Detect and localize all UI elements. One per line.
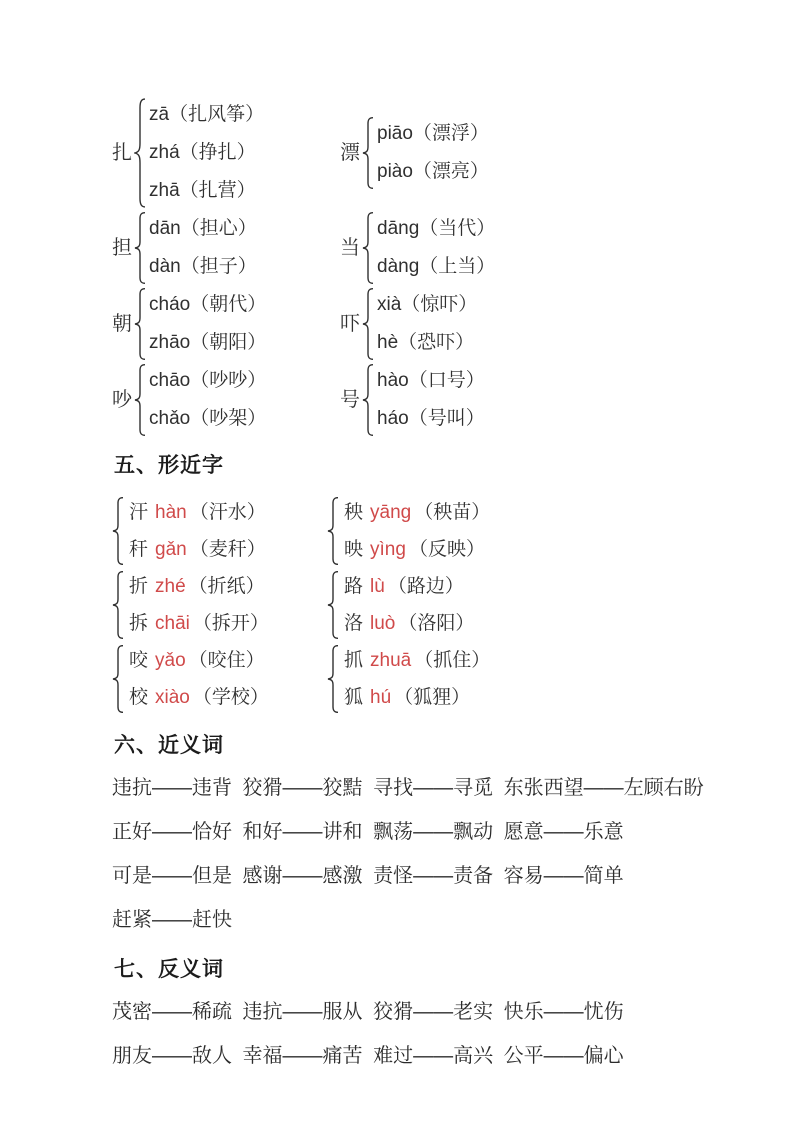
duoyinzi-group-hao [340, 362, 485, 438]
pair-pinyin: lù [370, 576, 385, 597]
xingjinzi-pair [344, 568, 474, 605]
pinyin-item: zā（扎风筝） [149, 104, 265, 125]
brace-icon [362, 212, 374, 284]
pinyin-item: dàn（担子） [149, 256, 257, 277]
xingjinzi-pairs [129, 642, 269, 716]
brace-icon [112, 645, 124, 713]
duoyinzi-row [112, 210, 733, 286]
pinyin-item: dàng（上当） [377, 256, 496, 277]
pair-char: 映 [344, 539, 364, 560]
brace-icon [362, 364, 374, 436]
synonym-line: 违抗——违背 狡猾——狡黠 寻找——寻觅 东张西望——左顾右盼 [112, 777, 704, 799]
xingjinzi-pair [129, 494, 266, 531]
pinyin-items [149, 96, 264, 210]
pinyin-item: hè（恐吓） [377, 332, 475, 353]
pair-char: 秧 [344, 502, 364, 523]
group-char: 当 [340, 237, 360, 259]
duoyinzi-group-xia [340, 286, 477, 362]
pair-word: （学校） [192, 687, 269, 708]
synonym-line: 正好——恰好 和好——讲和 飘荡——飘动 愿意——乐意 [112, 821, 624, 843]
pair-char: 汗 [129, 502, 149, 523]
pair-char: 路 [344, 576, 364, 597]
xingjinzi-pair [344, 679, 490, 716]
xingjinzi-pair [129, 679, 269, 716]
xingjinzi-group [327, 642, 490, 716]
pinyin-item: dān（担心） [149, 218, 257, 239]
pair-word: （麦秆） [189, 539, 266, 560]
duoyinzi-section [112, 96, 733, 438]
pinyin-items [377, 210, 495, 286]
xingjinzi-section [112, 494, 733, 716]
xingjinzi-row [112, 642, 733, 716]
pinyin-item: piào（漂亮） [377, 161, 489, 182]
section-heading-fanyici: 七、反义词 [114, 958, 224, 981]
duoyinzi-row [112, 362, 733, 438]
xingjinzi-pairs [344, 568, 474, 642]
pinyin-items [149, 286, 266, 362]
pinyin-items [149, 210, 257, 286]
group-char: 漂 [340, 142, 360, 164]
pair-pinyin: zhuā [370, 650, 412, 671]
pair-pinyin: chāi [155, 613, 190, 634]
xingjinzi-group [327, 568, 474, 642]
brace-icon [112, 497, 124, 565]
xingjinzi-group [112, 568, 327, 642]
pinyin-items [149, 362, 266, 438]
fanyici-section [112, 990, 733, 1078]
pair-word: （路边） [387, 576, 464, 597]
antonym-line: 茂密——稀疏 违抗——服从 狡猾——老实 快乐——忧伤 [112, 1001, 624, 1023]
pair-pinyin: zhé [155, 576, 186, 597]
pinyin-items [377, 115, 489, 191]
pinyin-item: dāng（当代） [377, 218, 496, 239]
brace-icon [134, 364, 146, 436]
pair-pinyin: gǎn [155, 539, 187, 560]
brace-icon [327, 497, 339, 565]
brace-icon [327, 645, 339, 713]
group-char: 吓 [340, 313, 360, 335]
pinyin-items [377, 362, 485, 438]
pair-word: （秧苗） [414, 502, 491, 523]
xingjinzi-row [112, 568, 733, 642]
pair-word: （抓住） [414, 650, 491, 671]
pair-pinyin: yāng [370, 502, 412, 523]
brace-icon [112, 571, 124, 639]
brace-icon [362, 117, 374, 189]
duoyinzi-group-zha [112, 96, 340, 210]
xingjinzi-pairs [344, 642, 490, 716]
group-char: 朝 [112, 313, 132, 335]
brace-icon [134, 212, 146, 284]
xingjinzi-pair [129, 642, 269, 679]
jinyici-section [112, 766, 733, 942]
pair-word: （汗水） [189, 502, 266, 523]
synonym-line: 赶紧——赶快 [112, 909, 232, 931]
brace-icon [327, 571, 339, 639]
pair-pinyin: yǎo [155, 650, 186, 671]
xingjinzi-pairs [129, 494, 266, 568]
pinyin-item: hào（口号） [377, 370, 485, 391]
group-char: 吵 [112, 389, 132, 411]
pair-pinyin: yìng [370, 539, 406, 560]
pinyin-item: zhá（挣扎） [149, 142, 256, 163]
pair-char: 折 [129, 576, 149, 597]
duoyinzi-group-chao [112, 286, 340, 362]
pair-pinyin: xiào [155, 687, 190, 708]
brace-icon [134, 288, 146, 360]
pair-char: 秆 [129, 539, 149, 560]
group-char: 担 [112, 237, 132, 259]
group-char: 扎 [112, 142, 132, 164]
pair-char: 抓 [344, 650, 364, 671]
pair-pinyin: luò [370, 613, 396, 634]
pair-char: 咬 [129, 650, 149, 671]
xingjinzi-pair [344, 531, 490, 568]
xingjinzi-group [112, 642, 327, 716]
pinyin-item: piāo（漂浮） [377, 123, 489, 144]
brace-icon [362, 288, 374, 360]
duoyinzi-group-piao [340, 115, 489, 191]
xingjinzi-pair [344, 605, 474, 642]
pair-word: （拆开） [192, 613, 269, 634]
pair-char: 拆 [129, 613, 149, 634]
brace-icon [134, 98, 146, 208]
xingjinzi-pair [344, 494, 490, 531]
antonym-line: 朋友——敌人 幸福——痛苦 难过——高兴 公平——偏心 [112, 1045, 624, 1067]
xingjinzi-pairs [344, 494, 490, 568]
pinyin-item: zhā（扎营） [149, 180, 256, 201]
synonym-line: 可是——但是 感谢——感激 责怪——责备 容易——简单 [112, 865, 624, 887]
pinyin-item: chǎo（吵架） [149, 408, 267, 429]
pair-char: 校 [129, 687, 149, 708]
pair-word: （咬住） [188, 650, 265, 671]
pinyin-item: chāo（吵吵） [149, 370, 267, 391]
duoyinzi-group-dang [340, 210, 495, 286]
xingjinzi-pair [129, 568, 269, 605]
section-heading-xingjinzi: 五、形近字 [114, 454, 224, 477]
xingjinzi-pair [129, 605, 269, 642]
xingjinzi-group [327, 494, 490, 568]
pair-word: （反映） [408, 539, 485, 560]
pinyin-items [377, 286, 477, 362]
duoyinzi-row [112, 96, 733, 210]
duoyinzi-group-dan [112, 210, 340, 286]
xingjinzi-group [112, 494, 327, 568]
pair-word: （狐狸） [394, 687, 471, 708]
pinyin-item: zhāo（朝阳） [149, 332, 267, 353]
pair-pinyin: hàn [155, 502, 187, 523]
pair-word: （洛阳） [398, 613, 475, 634]
pair-char: 洛 [344, 613, 364, 634]
pinyin-item: xià（惊吓） [377, 294, 478, 315]
xingjinzi-pairs [129, 568, 269, 642]
pair-word: （折纸） [188, 576, 265, 597]
duoyinzi-row [112, 286, 733, 362]
xingjinzi-pair [344, 642, 490, 679]
xingjinzi-row [112, 494, 733, 568]
pair-char: 狐 [344, 687, 364, 708]
pinyin-item: cháo（朝代） [149, 294, 267, 315]
section-heading-jinyici: 六、近义词 [114, 734, 224, 757]
xingjinzi-pair [129, 531, 266, 568]
pair-pinyin: hú [370, 687, 392, 708]
duoyinzi-group-chao2 [112, 362, 340, 438]
pinyin-item: háo（号叫） [377, 408, 485, 429]
group-char: 号 [340, 389, 360, 411]
